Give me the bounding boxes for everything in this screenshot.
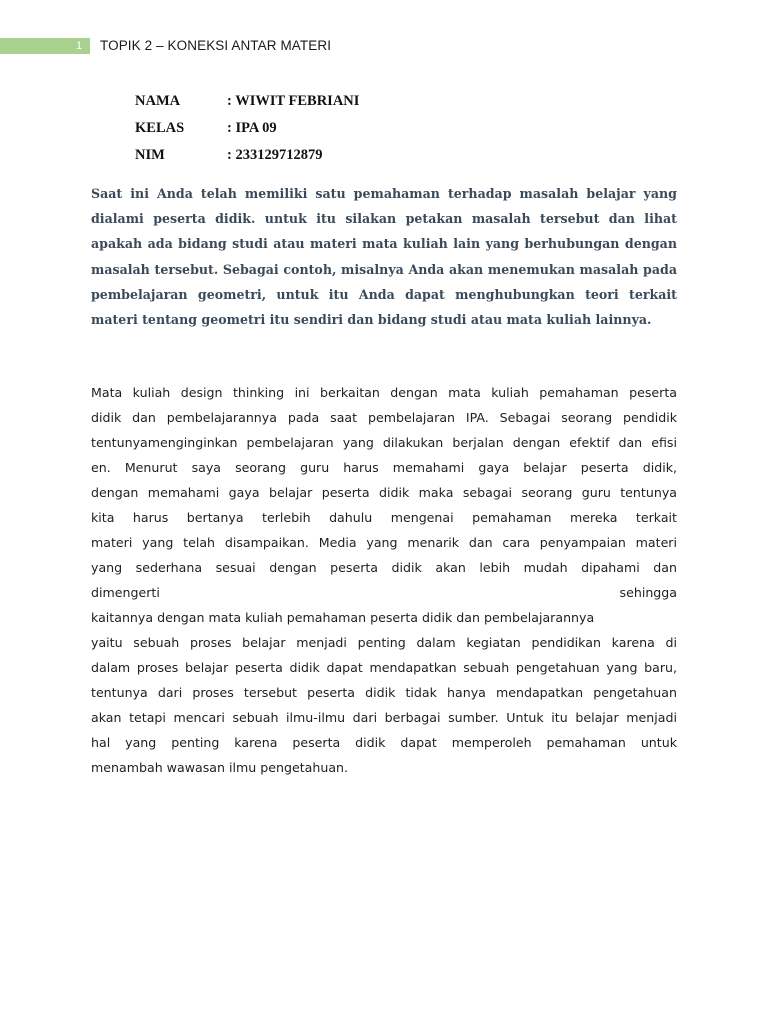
- answer-line: dalam proses belajar peserta didik dapat mendapatkan sebuah pengetahuan yang baru,: [91, 660, 677, 675]
- answer-line: didik dan pembelajarannya pada saat pembelajaran IPA. Sebagai seorang pendidik: [91, 410, 677, 425]
- answer-line: dengan memahami gaya belajar peserta didik maka sebagai seorang guru tentunya: [91, 485, 677, 500]
- assignment-prompt: Saat ini Anda telah memiliki satu pemahaman terhadap masalah belajar yang dialami peserta didik. untuk itu silakan petakan masalah tersebut dan lihat apakah ada bidang studi atau materi mata kuliah lain yang berhubungan dengan masalah tersebut. Sebagai contoh, misalnya Anda akan menemukan masalah pada pembelajaran geometri, untuk itu Anda dapat menghubungkan teori terkait materi tentang geometri itu sendiri dan bidang studi atau mata kuliah lainnya.: [91, 186, 677, 328]
- page-number: 1: [75, 40, 83, 52]
- answer-line: yang sederhana sesuai dengan peserta didik akan lebih mudah dipahami dan: [91, 560, 677, 575]
- identity-row-name: [135, 90, 359, 117]
- answer-line: Mata kuliah design thinking ini berkaitan dengan mata kuliah pemahaman peserta: [91, 385, 677, 400]
- identity-label: KELAS: [135, 120, 185, 136]
- answer-line: kaitannya dengan mata kuliah pemahaman peserta didik dan pembelajarannya: [91, 610, 595, 625]
- answer-line: kita harus bertanya terlebih dahulu mengenai pemahaman mereka terkait: [91, 510, 677, 525]
- answer-line: en. Menurut saya seorang guru harus memahami gaya belajar peserta didik,: [91, 460, 677, 475]
- identity-row-nim: [135, 144, 359, 171]
- answer-line: tentunya dari proses tersebut peserta didik tidak hanya mendapatkan pengetahuan: [91, 685, 677, 700]
- answer-body: [91, 380, 677, 780]
- identity-value: : IPA 09: [227, 120, 277, 136]
- identity-label: NAMA: [135, 93, 181, 109]
- identity-label: NIM: [135, 147, 165, 163]
- answer-line: menambah wawasan ilmu pengetahuan.: [91, 760, 349, 775]
- answer-line: tentunyamenginginkan pembelajaran yang dilakukan berjalan dengan efektif dan efisi: [91, 435, 677, 450]
- identity-value: : WIWIT FEBRIANI: [227, 93, 360, 109]
- answer-line: akan tetapi mencari sebuah ilmu-ilmu dari berbagai sumber. Untuk itu belajar menjadi: [91, 710, 677, 725]
- answer-line: materi yang telah disampaikan. Media yang menarik dan cara penyampaian materi: [91, 535, 677, 550]
- header-title: TOPIK 2 – KONEKSI ANTAR MATERI: [100, 38, 332, 53]
- answer-line: hal yang penting karena peserta didik dapat memperoleh pemahaman untuk: [91, 735, 677, 750]
- answer-line: dimengerti sehingga: [91, 585, 677, 600]
- identity-block: [135, 90, 359, 171]
- answer-line: yaitu sebuah proses belajar menjadi penting dalam kegiatan pendidikan karena di: [91, 635, 677, 650]
- identity-row-class: [135, 117, 359, 144]
- identity-value: : 233129712879: [227, 147, 323, 163]
